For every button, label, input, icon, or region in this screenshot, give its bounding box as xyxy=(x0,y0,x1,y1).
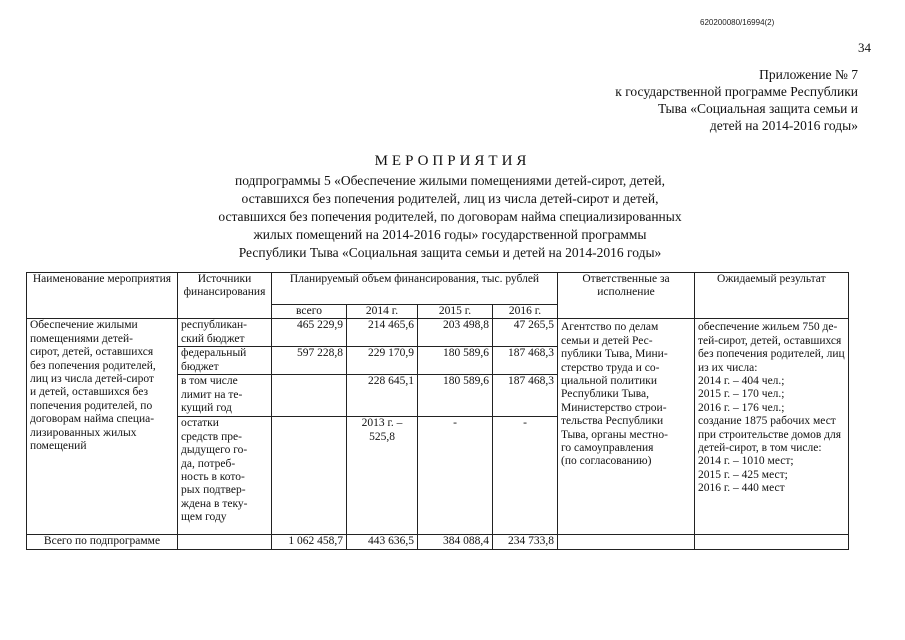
amount-total-cell: 597 228,8 xyxy=(272,347,347,375)
result-line: 2014 г. – 404 чел.; xyxy=(698,375,785,388)
amount-2016-cell: 187 468,3 xyxy=(493,347,558,375)
empty-cell xyxy=(178,535,272,550)
total-2016-cell: 234 733,8 xyxy=(493,535,558,550)
total-2015-cell: 384 088,4 xyxy=(418,535,493,550)
result-line: 2015 г. – 170 чел.; xyxy=(698,388,785,401)
activity-name-line: помещений xyxy=(30,440,87,453)
funding-source-cell: остатки средств пре- дыдущего го- да, потреб- ность в кото- рых подтвер- ждена в теку- щем году xyxy=(178,417,272,535)
activity-name-line: лиц из числа детей-сирот xyxy=(30,373,154,386)
result-line: из их числа: xyxy=(698,361,758,374)
amount-2016-cell: 187 468,3 xyxy=(493,375,558,417)
responsible-line: публики Тыва, Мини- xyxy=(561,348,668,361)
activity-name-cell xyxy=(27,319,178,535)
amount-total-cell xyxy=(272,375,347,417)
result-line: 2015 г. – 425 мест; xyxy=(698,468,788,481)
appendix-line: к государственной программе Республики xyxy=(615,84,858,99)
responsible-line: стерство труда и со- xyxy=(561,361,660,374)
header-responsible: Ответственные за исполнение xyxy=(558,273,695,319)
amount-total-cell xyxy=(272,417,347,535)
activities-table xyxy=(26,272,849,550)
amount-2015-cell: 180 589,6 xyxy=(418,347,493,375)
responsible-line: тельства Республики xyxy=(561,415,664,428)
responsible-line: семьи и детей Рес- xyxy=(561,334,653,347)
appendix-line: Тыва «Социальная защита семьи и xyxy=(657,101,858,116)
activity-name-line: договорам найма специа- xyxy=(30,413,155,426)
responsible-line: Министерство строи- xyxy=(561,401,667,414)
subtitle-line: оставшихся без попечения родителей, по договорам найма специализированных xyxy=(218,209,682,224)
subtitle-line: подпрограммы 5 «Обеспечение жилыми помещениями детей-сирот, детей, xyxy=(234,173,666,188)
subtitle-line: оставшихся без попечения родителей, лиц из числа детей-сирот и детей, xyxy=(241,191,659,206)
header-2016: 2016 г. xyxy=(493,305,558,319)
activity-name-line: и детей, оставшихся без xyxy=(30,386,149,399)
amount-2014-cell: 229 170,9 xyxy=(347,347,418,375)
total-label: Всего по подпрограмме xyxy=(27,535,178,550)
amount-2014-cell: 2013 г. – 525,8 xyxy=(347,417,418,535)
result-line: тей-сирот, детей, оставшихся xyxy=(698,334,842,347)
header-2014: 2014 г. xyxy=(347,305,418,319)
header-row xyxy=(27,273,849,305)
activity-name-line: Обеспечение жилыми xyxy=(30,319,138,332)
document-title: МЕРОПРИЯТИЯ xyxy=(374,153,531,169)
result-line: при строительстве домов для xyxy=(698,428,842,441)
amount-2015-cell: 203 498,8 xyxy=(418,319,493,347)
empty-cell xyxy=(558,535,695,550)
responsible-line: Республики Тыва, xyxy=(561,388,650,401)
result-line: обеспечение жильем 750 де- xyxy=(698,321,838,334)
responsible-line: го самоуправления xyxy=(561,442,654,455)
amount-2014-cell: 228 645,1 xyxy=(347,375,418,417)
header-activity-name: Наименование мероприятия xyxy=(27,273,178,319)
funding-source-cell: республикан- ский бюджет xyxy=(178,319,272,347)
header-2015: 2015 г. xyxy=(418,305,493,319)
subtitle-line: Республики Тыва «Социальная защита семьи и детей на 2014-2016 годы» xyxy=(238,245,662,260)
amount-total-cell: 465 229,9 xyxy=(272,319,347,347)
page-number: 34 xyxy=(858,40,871,55)
document-subtitle xyxy=(150,172,750,262)
responsible-line: циальной политики xyxy=(561,375,657,388)
activity-name-line: лизированных жилых xyxy=(30,426,137,439)
header-expected-result: Ожидаемый результат xyxy=(695,273,849,319)
amount-2014-cell: 214 465,6 xyxy=(347,319,418,347)
activity-name-line: помещениями детей- xyxy=(30,332,134,345)
amount-2016-cell: - xyxy=(493,417,558,535)
activity-name-line: сирот, детей, оставшихся xyxy=(30,346,154,359)
result-line: 2016 г. – 440 мест xyxy=(698,482,785,495)
empty-cell xyxy=(695,535,849,550)
funding-source-cell: в том числе лимит на те- кущий год xyxy=(178,375,272,417)
result-line: детей-сирот, в том числе: xyxy=(698,442,822,455)
result-line: без попечения родителей, лиц xyxy=(698,348,845,361)
responsible-line: (по согласованию) xyxy=(561,455,652,468)
activity-name-line: попечения родителей, по xyxy=(30,399,153,412)
activity-name-line: без попечения родителей, xyxy=(30,359,156,372)
header-funding-sources: Источники финансирования xyxy=(178,273,272,319)
appendix-line: детей на 2014-2016 годы» xyxy=(709,118,858,133)
amount-2015-cell: - xyxy=(418,417,493,535)
amount-2015-cell: 180 589,6 xyxy=(418,375,493,417)
subtitle-line: жилых помещений на 2014-2016 годы» государственной программы xyxy=(253,227,647,242)
total-sum-cell: 1 062 458,7 xyxy=(272,535,347,550)
expected-result-cell xyxy=(695,319,849,535)
amount-2016-cell: 47 265,5 xyxy=(493,319,558,347)
header-planned-funding: Планируемый объем финансирования, тыс. рублей xyxy=(272,273,558,305)
responsible-line: Тыва, органы местно- xyxy=(561,428,668,441)
appendix-header xyxy=(578,66,858,134)
total-2014-cell: 443 636,5 xyxy=(347,535,418,550)
appendix-line: Приложение № 7 xyxy=(759,67,858,82)
total-row xyxy=(27,535,849,550)
document-code: 620200080/16994(2) xyxy=(700,18,775,27)
header-total: всего xyxy=(272,305,347,319)
result-line: создание 1875 рабочих мест xyxy=(698,415,836,428)
result-line: 2014 г. – 1010 мест; xyxy=(698,455,794,468)
responsible-line: Агентство по делам xyxy=(561,321,659,334)
funding-source-cell: федеральный бюджет xyxy=(178,347,272,375)
responsible-cell xyxy=(558,319,695,535)
result-line: 2016 г. – 176 чел.; xyxy=(698,401,785,414)
table-row xyxy=(27,319,849,347)
